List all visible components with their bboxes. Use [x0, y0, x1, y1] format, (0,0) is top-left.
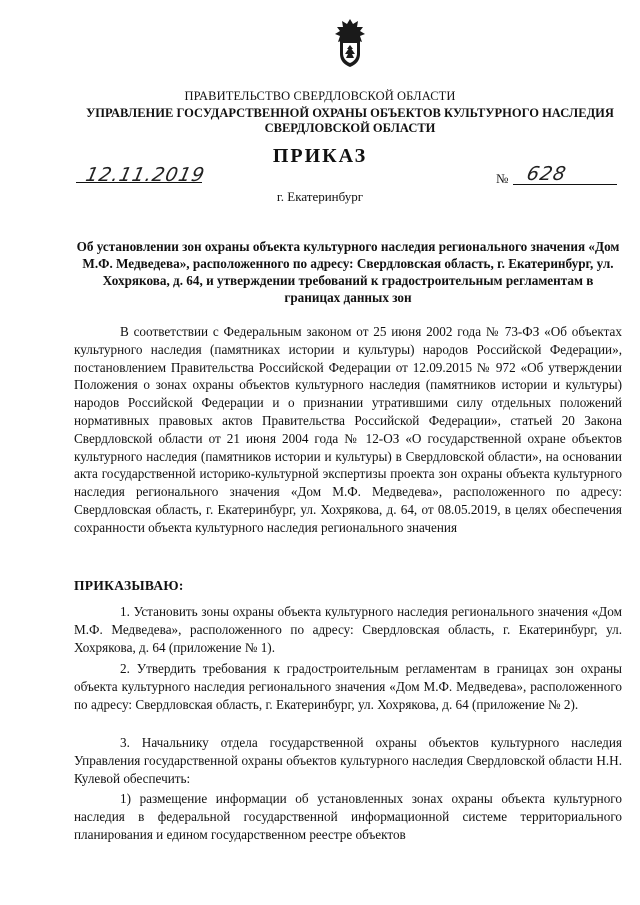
number-underline [513, 184, 617, 185]
date-underline [76, 182, 202, 183]
document-type: ПРИКАЗ [272, 145, 368, 167]
preamble-paragraph: В соответствии с Федеральным законом от 25 июня 2002 года № 73-ФЗ «Об объектах культурного наследия (памятниках истории и культуры) народов Российской Федерации», постановлением Правительства Российской Федерации от 12.09.2015 № 972 «Об утверждении Положения о зонах охраны объектов культурного наследия (памятников истории и культуры) народов Российской Федерации и о признании утратившими силу отдельных положений нормативных правовых актов Правительства Российской Федерации», статьей 20 Закона Свердловской области от 21 июня 2004 года № 12-ОЗ «О государственной охране объектов культурного наследия (памятников истории и культуры) в Свердловской области», на основании акта государственной историко-культурной экспертизы проекта зон охраны объекта культурного наследия регионального значения «Дом М.Ф. Медведева», расположенного по адресу: Свердловская область, г. Екатеринбург, ул. Хохрякова, д. 64, от 08.05.2019, в целях обеспечения сохранности объекта культурного наследия регионального значения [74, 324, 622, 535]
order-number: 628 [524, 163, 569, 185]
order-word: ПРИКАЗЫВАЮ: [74, 578, 184, 593]
government-name: ПРАВИТЕЛЬСТВО СВЕРДЛОВСКОЙ ОБЛАСТИ [184, 89, 456, 103]
order-item-1: 1. Установить зоны охраны объекта культурного наследия регионального значения «Дом М.Ф. Медведева», расположенного по адресу: Свердловская область, г. Екатеринбург, ул. Хохрякова, д. 64 (приложение № 1). [74, 604, 622, 655]
city: г. Екатеринбург [276, 189, 364, 204]
coat-of-arms-icon [332, 18, 368, 68]
order-item-3: 3. Начальнику отдела государственной охраны объектов культурного наследия Управления государственной охраны объектов культурного наследия Свердловской области Н.Н. Кулевой обеспечить: [74, 735, 622, 786]
order-title: Об установлении зон охраны объекта культурного наследия регионального значения «Дом М.Ф. Медведева», расположенного по адресу: Свердловская область, г. Екатеринбург, ул. Хохрякова, д. 64, и утверждении требований к градостроительным регламентам в границах данных зон [76, 239, 620, 305]
order-item-2: 2. Утвердить требования к градостроительным регламентам в границах зон охраны объекта культурного наследия регионального значения «Дом М.Ф. Медведева», расположенного по адресу: Свердловская область, г. Екатеринбург, ул. Хохрякова, д. 64 (приложение № 2). [74, 661, 622, 712]
order-date: 12.11.2019 [83, 164, 208, 186]
department-name: УПРАВЛЕНИЕ ГОСУДАРСТВЕННОЙ ОХРАНЫ ОБЪЕКТОВ КУЛЬТУРНОГО НАСЛЕДИЯ СВЕРДЛОВСКОЙ ОБЛАСТИ [86, 106, 614, 135]
order-subitem-1: 1) размещение информации об установленных зонах охраны объекта культурного наследия в федеральной государственной информационной системе территориального планирования и едином государственном реестре объектов [74, 791, 622, 842]
number-label: № [496, 171, 509, 186]
